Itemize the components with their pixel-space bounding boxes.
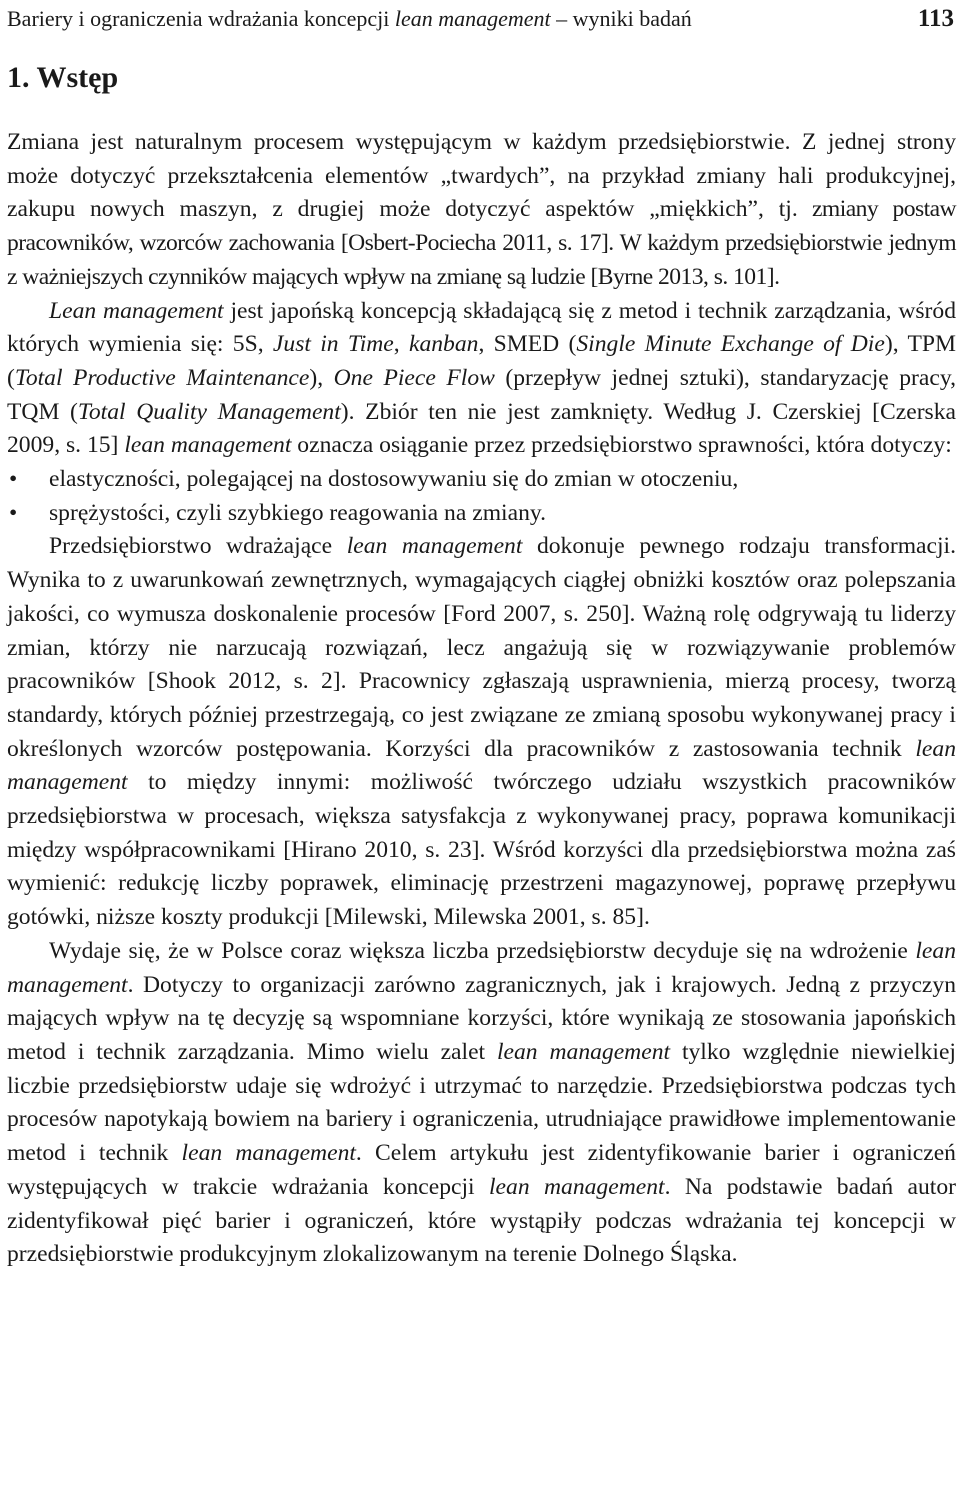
bullet-icon: • <box>9 466 18 493</box>
body-text <box>7 126 956 1272</box>
paragraph-intro: Zmiana jest naturalnym procesem występującym w każdym przedsiębiorstwie. Z jednej strony może dotyczyć przekształcenia elementów „twardych”, na przykład zmiany hali produkcyjnej, zakupu nowych maszyn, z drugiej może dotyczyć aspektów „miękkich”, tj. zmiany postaw pracowników, wzorców zachowania [Osbert-Pociecha 2011, s. 17]. W każdym przedsiębiorstwie jednym z ważniejszych czynników mających wpływ na zmianę są ludzie [Byrne 2013, s. 101]. <box>7 129 956 290</box>
section-title: 1. Wstęp <box>7 61 119 94</box>
page-number: 113 <box>917 5 954 32</box>
bullet-icon: • <box>9 499 18 526</box>
list-item: • elastyczności, polegającej na dostosowywaniu się do zmian w otoczeniu, <box>7 463 956 497</box>
paragraph-lean-definition: Lean management jest japońską koncepcją składającą się z metod i technik zarządzania, wśród których wymienia się: 5S, Just in Time, kanban, SMED (Single Minute Exchange of Die), TPM (Total Productive Maintenance), One Piece Flow (przepływ jednej sztuki), standaryzację pracy, TQM (Total Quality Management). Zbiór ten nie jest zamknięty. Według J. Czerskiej [Czerska 2009, s. 15] lean management oznacza osiąganie przez przedsiębiorstwo sprawności, która dotyczy: <box>7 297 957 459</box>
bullet-list <box>7 463 956 530</box>
running-header <box>7 0 956 34</box>
running-title: Bariery i ograniczenia wdrażania koncepcji lean management – wyniki badań <box>7 6 692 31</box>
paragraph-transformation: Przedsiębiorstwo wdrażające lean management dokonuje pewnego rodzaju transformacji. Wynika to z uwarunkowań zewnętrznych, wymagających ciągłej obniżki kosztów oraz polepszania jakości, co wymusza doskonalenie procesów [Ford 2007, s. 250]. Ważną rolę odgrywają tu liderzy zmian, którzy nie narzucają rozwiązań, lecz angażują się w rozwiązywanie problemów pracowników [Shook 2012, s. 2]. Pracownicy zgłaszają usprawnienia, mierzą procesy, tworzą standardy, których później przestrzegają, co jest związane ze zmianą sposobu wykonywanej pracy i określonych wzorców postępowania. Korzyści dla pracowników z zastosowania technik lean management to między innymi: możliwość twórczego udziału wszystkich pracowników przedsiębiorstwa w procesach, większa satysfakcja z wykonywanej pracy, poprawa komunikacji między współpracownikami [Hirano 2010, s. 23]. Wśród korzyści dla przedsiębiorstwa można zaś wymienić: redukcję liczby poprawek, eliminację przestrzeni magazynowej, poprawę przepływu gotówki, niższe koszty produkcji [Milewski, Milewska 2001, s. 85]. <box>7 533 956 931</box>
list-item: • sprężystości, czyli szybkiego reagowania na zmiany. <box>7 497 956 531</box>
paragraph-poland: Wydaje się, że w Polsce coraz większa liczba przedsiębiorstw decyduje się na wdrożenie lean management. Dotyczy to organizacji zarówno zagranicznych, jak i krajowych. Jedną z przyczyn mających wpływ na tę decyzję są wspomniane korzyści, które wynikają ze stosowania japońskich metod i technik zarządzania. Mimo wielu zalet lean management tylko względnie niewielkiej liczbie przedsiębiorstw udaje się wdrożyć i utrzymać to narzędzie. Przedsiębiorstwa podczas tych procesów napotykają bowiem na bariery i ograniczenia, utrudniające prawidłowe implementowanie metod i technik lean management. Celem artykułu jest zidentyfikowanie barier i ograniczeń występujących w trakcie wdrażania koncepcji lean management. Na podstawie badań autor zidentyfikował pięć barier i ograniczeń, które wystąpiły podczas wdrażania tej koncepcji w przedsiębiorstwie produkcyjnym zlokalizowanym na terenie Dolnego Śląska. <box>7 937 957 1268</box>
